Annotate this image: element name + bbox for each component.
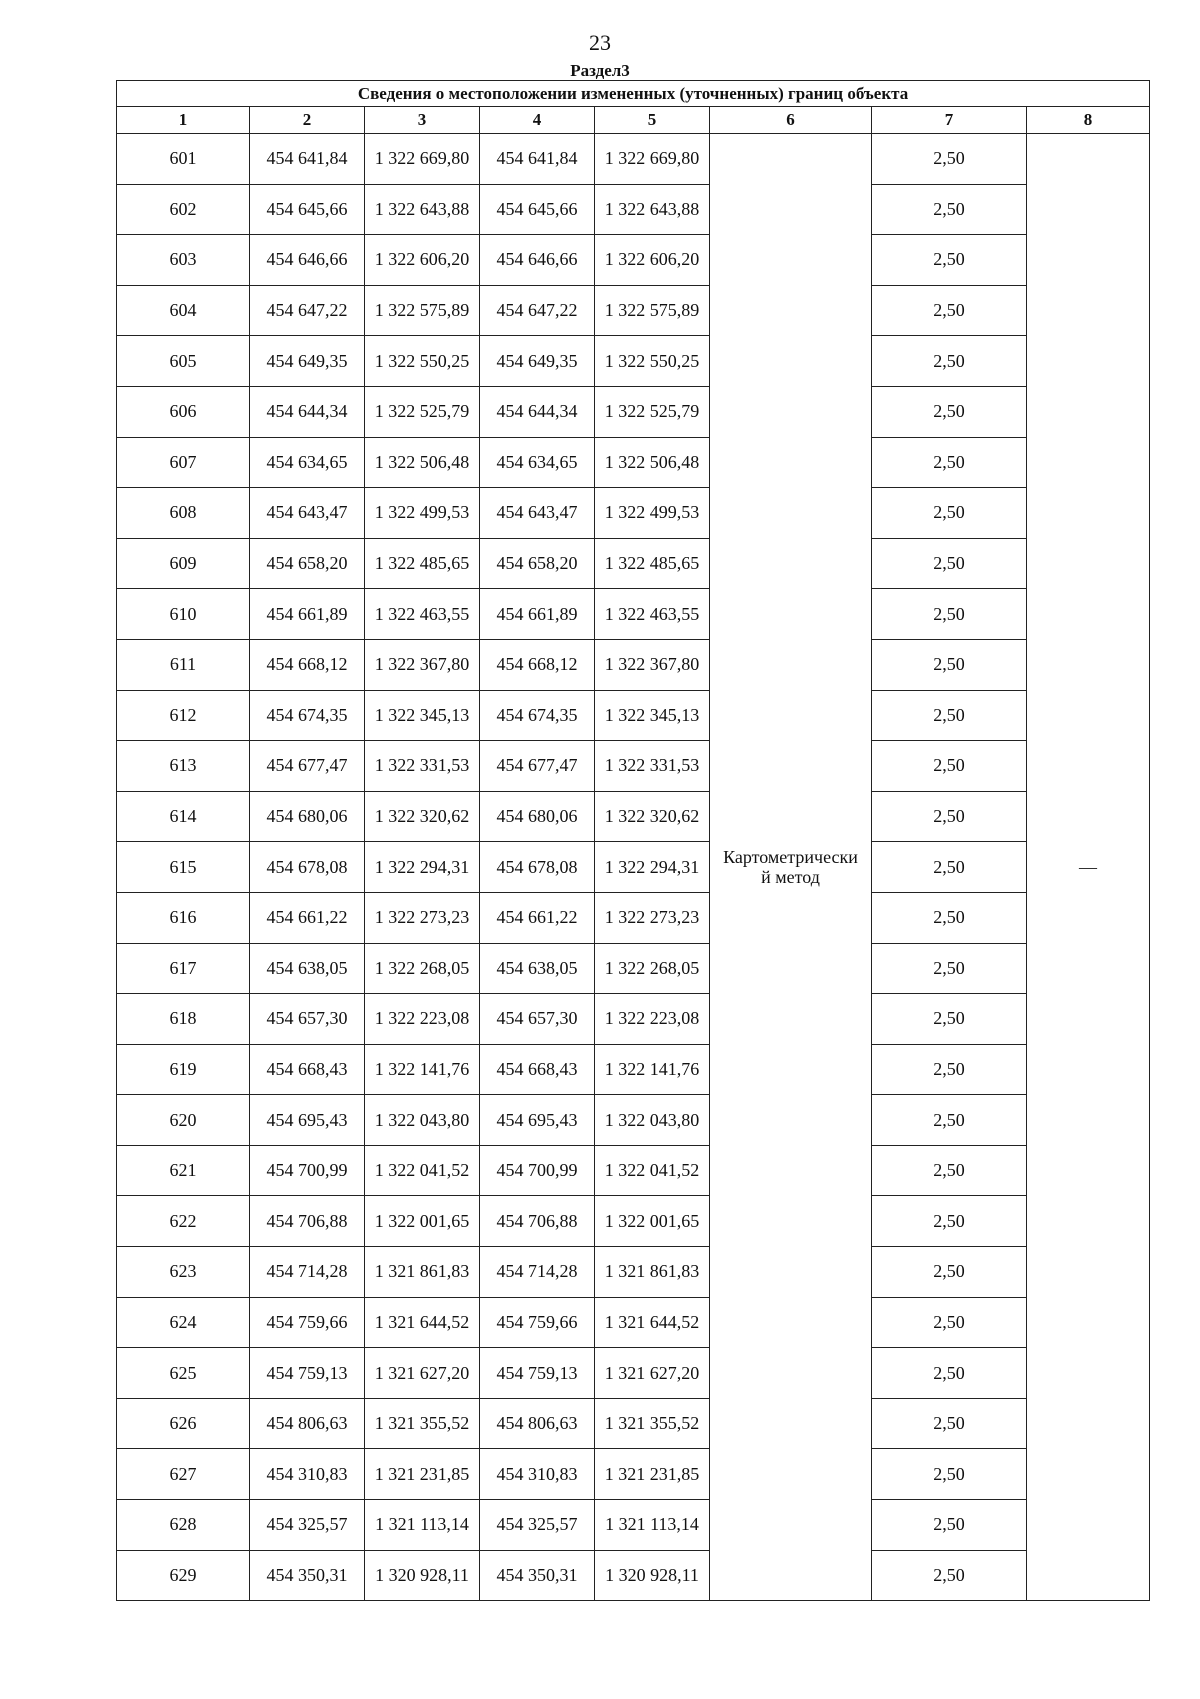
y-coordinate-new: 1 322 268,05 bbox=[595, 943, 710, 994]
table-row bbox=[117, 1044, 1150, 1095]
table-row bbox=[117, 1196, 1150, 1247]
y-coordinate-existing: 1 321 627,20 bbox=[365, 1348, 480, 1399]
x-coordinate-existing: 454 806,63 bbox=[250, 1398, 365, 1449]
accuracy-value: 2,50 bbox=[872, 1297, 1027, 1348]
y-coordinate-new: 1 321 113,14 bbox=[595, 1500, 710, 1551]
method-line-2: й метод bbox=[761, 867, 820, 888]
point-number: 607 bbox=[117, 437, 250, 488]
accuracy-value: 2,50 bbox=[872, 791, 1027, 842]
table-row bbox=[117, 386, 1150, 437]
y-coordinate-new: 1 322 345,13 bbox=[595, 690, 710, 741]
method-line-1: Картометрически bbox=[723, 847, 858, 868]
point-number: 610 bbox=[117, 589, 250, 640]
point-number: 605 bbox=[117, 336, 250, 387]
y-coordinate-existing: 1 321 113,14 bbox=[365, 1500, 480, 1551]
accuracy-value: 2,50 bbox=[872, 741, 1027, 792]
table-row bbox=[117, 488, 1150, 539]
table-row bbox=[117, 1398, 1150, 1449]
x-coordinate-new: 454 759,13 bbox=[480, 1348, 595, 1399]
point-number: 624 bbox=[117, 1297, 250, 1348]
x-coordinate-existing: 454 674,35 bbox=[250, 690, 365, 741]
y-coordinate-new: 1 322 273,23 bbox=[595, 892, 710, 943]
x-coordinate-existing: 454 695,43 bbox=[250, 1095, 365, 1146]
y-coordinate-existing: 1 322 575,89 bbox=[365, 285, 480, 336]
accuracy-value: 2,50 bbox=[872, 437, 1027, 488]
y-coordinate-new: 1 320 928,11 bbox=[595, 1550, 710, 1601]
point-number: 601 bbox=[117, 134, 250, 185]
point-number: 603 bbox=[117, 235, 250, 286]
x-coordinate-new: 454 644,34 bbox=[480, 386, 595, 437]
point-number: 606 bbox=[117, 386, 250, 437]
section-label: Раздел3 bbox=[570, 61, 630, 80]
y-coordinate-existing: 1 322 643,88 bbox=[365, 184, 480, 235]
y-coordinate-existing: 1 321 644,52 bbox=[365, 1297, 480, 1348]
y-coordinate-new: 1 321 627,20 bbox=[595, 1348, 710, 1399]
accuracy-value: 2,50 bbox=[872, 134, 1027, 185]
point-number: 618 bbox=[117, 994, 250, 1045]
x-coordinate-existing: 454 677,47 bbox=[250, 741, 365, 792]
x-coordinate-new: 454 310,83 bbox=[480, 1449, 595, 1500]
x-coordinate-new: 454 714,28 bbox=[480, 1247, 595, 1298]
x-coordinate-existing: 454 706,88 bbox=[250, 1196, 365, 1247]
column-header-8: 8 bbox=[1027, 107, 1150, 134]
column-header-6: 6 bbox=[710, 107, 872, 134]
column-header-4: 4 bbox=[480, 107, 595, 134]
table-row bbox=[117, 791, 1150, 842]
table-row bbox=[117, 1095, 1150, 1146]
y-coordinate-existing: 1 322 345,13 bbox=[365, 690, 480, 741]
accuracy-value: 2,50 bbox=[872, 1095, 1027, 1146]
x-coordinate-existing: 454 668,12 bbox=[250, 639, 365, 690]
y-coordinate-existing: 1 322 041,52 bbox=[365, 1145, 480, 1196]
point-number: 608 bbox=[117, 488, 250, 539]
y-coordinate-existing: 1 321 861,83 bbox=[365, 1247, 480, 1298]
x-coordinate-existing: 454 325,57 bbox=[250, 1500, 365, 1551]
x-coordinate-existing: 454 661,22 bbox=[250, 892, 365, 943]
y-coordinate-existing: 1 322 141,76 bbox=[365, 1044, 480, 1095]
x-coordinate-existing: 454 310,83 bbox=[250, 1449, 365, 1500]
x-coordinate-existing: 454 759,13 bbox=[250, 1348, 365, 1399]
table-row bbox=[117, 1348, 1150, 1399]
y-coordinate-existing: 1 322 268,05 bbox=[365, 943, 480, 994]
x-coordinate-existing: 454 661,89 bbox=[250, 589, 365, 640]
table-row bbox=[117, 184, 1150, 235]
y-coordinate-new: 1 322 550,25 bbox=[595, 336, 710, 387]
point-number: 615 bbox=[117, 842, 250, 893]
y-coordinate-existing: 1 322 550,25 bbox=[365, 336, 480, 387]
x-coordinate-existing: 454 645,66 bbox=[250, 184, 365, 235]
accuracy-value: 2,50 bbox=[872, 488, 1027, 539]
table-row bbox=[117, 1550, 1150, 1601]
y-coordinate-new: 1 322 606,20 bbox=[595, 235, 710, 286]
x-coordinate-existing: 454 350,31 bbox=[250, 1550, 365, 1601]
table-row bbox=[117, 741, 1150, 792]
x-coordinate-existing: 454 678,08 bbox=[250, 842, 365, 893]
x-coordinate-new: 454 806,63 bbox=[480, 1398, 595, 1449]
x-coordinate-new: 454 674,35 bbox=[480, 690, 595, 741]
point-number: 623 bbox=[117, 1247, 250, 1298]
accuracy-value: 2,50 bbox=[872, 1449, 1027, 1500]
x-coordinate-new: 454 649,35 bbox=[480, 336, 595, 387]
column-header-3: 3 bbox=[365, 107, 480, 134]
point-number: 609 bbox=[117, 538, 250, 589]
x-coordinate-new: 454 643,47 bbox=[480, 488, 595, 539]
y-coordinate-new: 1 322 643,88 bbox=[595, 184, 710, 235]
y-coordinate-existing: 1 320 928,11 bbox=[365, 1550, 480, 1601]
y-coordinate-existing: 1 322 043,80 bbox=[365, 1095, 480, 1146]
y-coordinate-new: 1 322 485,65 bbox=[595, 538, 710, 589]
table-row bbox=[117, 437, 1150, 488]
accuracy-value: 2,50 bbox=[872, 690, 1027, 741]
x-coordinate-existing: 454 680,06 bbox=[250, 791, 365, 842]
method-cell bbox=[710, 134, 872, 1601]
y-coordinate-new: 1 322 367,80 bbox=[595, 639, 710, 690]
y-coordinate-existing: 1 322 223,08 bbox=[365, 994, 480, 1045]
x-coordinate-new: 454 657,30 bbox=[480, 994, 595, 1045]
point-number: 629 bbox=[117, 1550, 250, 1601]
x-coordinate-new: 454 677,47 bbox=[480, 741, 595, 792]
y-coordinate-existing: 1 321 355,52 bbox=[365, 1398, 480, 1449]
y-coordinate-new: 1 321 861,83 bbox=[595, 1247, 710, 1298]
point-number: 625 bbox=[117, 1348, 250, 1399]
y-coordinate-existing: 1 322 001,65 bbox=[365, 1196, 480, 1247]
table-row bbox=[117, 1449, 1150, 1500]
x-coordinate-existing: 454 657,30 bbox=[250, 994, 365, 1045]
y-coordinate-new: 1 322 525,79 bbox=[595, 386, 710, 437]
x-coordinate-existing: 454 647,22 bbox=[250, 285, 365, 336]
x-coordinate-existing: 454 649,35 bbox=[250, 336, 365, 387]
accuracy-value: 2,50 bbox=[872, 386, 1027, 437]
table-row bbox=[117, 842, 1150, 893]
table-row bbox=[117, 892, 1150, 943]
y-coordinate-existing: 1 322 320,62 bbox=[365, 791, 480, 842]
accuracy-value: 2,50 bbox=[872, 336, 1027, 387]
x-coordinate-new: 454 634,65 bbox=[480, 437, 595, 488]
y-coordinate-new: 1 322 331,53 bbox=[595, 741, 710, 792]
table-caption: Сведения о местоположении измененных (уточненных) границ объекта bbox=[117, 81, 1150, 107]
x-coordinate-new: 454 638,05 bbox=[480, 943, 595, 994]
y-coordinate-existing: 1 322 606,20 bbox=[365, 235, 480, 286]
point-number: 616 bbox=[117, 892, 250, 943]
table-row bbox=[117, 1145, 1150, 1196]
y-coordinate-new: 1 321 355,52 bbox=[595, 1398, 710, 1449]
point-number: 604 bbox=[117, 285, 250, 336]
y-coordinate-existing: 1 322 463,55 bbox=[365, 589, 480, 640]
column-header-1: 1 bbox=[117, 107, 250, 134]
x-coordinate-existing: 454 641,84 bbox=[250, 134, 365, 185]
y-coordinate-existing: 1 322 273,23 bbox=[365, 892, 480, 943]
accuracy-value: 2,50 bbox=[872, 1247, 1027, 1298]
accuracy-value: 2,50 bbox=[872, 639, 1027, 690]
x-coordinate-new: 454 645,66 bbox=[480, 184, 595, 235]
table-row bbox=[117, 285, 1150, 336]
y-coordinate-new: 1 322 294,31 bbox=[595, 842, 710, 893]
x-coordinate-new: 454 658,20 bbox=[480, 538, 595, 589]
x-coordinate-existing: 454 759,66 bbox=[250, 1297, 365, 1348]
accuracy-value: 2,50 bbox=[872, 235, 1027, 286]
x-coordinate-new: 454 350,31 bbox=[480, 1550, 595, 1601]
x-coordinate-new: 454 646,66 bbox=[480, 235, 595, 286]
point-number: 613 bbox=[117, 741, 250, 792]
x-coordinate-new: 454 668,43 bbox=[480, 1044, 595, 1095]
y-coordinate-new: 1 322 669,80 bbox=[595, 134, 710, 185]
column-8-value: — bbox=[1027, 134, 1150, 1601]
boundary-coordinates-table bbox=[116, 80, 1150, 1601]
accuracy-value: 2,50 bbox=[872, 538, 1027, 589]
accuracy-value: 2,50 bbox=[872, 892, 1027, 943]
y-coordinate-new: 1 322 041,52 bbox=[595, 1145, 710, 1196]
x-coordinate-new: 454 695,43 bbox=[480, 1095, 595, 1146]
x-coordinate-existing: 454 658,20 bbox=[250, 538, 365, 589]
x-coordinate-new: 454 661,22 bbox=[480, 892, 595, 943]
accuracy-value: 2,50 bbox=[872, 994, 1027, 1045]
point-number: 620 bbox=[117, 1095, 250, 1146]
accuracy-value: 2,50 bbox=[872, 1500, 1027, 1551]
table-row bbox=[117, 538, 1150, 589]
point-number: 612 bbox=[117, 690, 250, 741]
table-row bbox=[117, 589, 1150, 640]
accuracy-value: 2,50 bbox=[872, 842, 1027, 893]
x-coordinate-new: 454 706,88 bbox=[480, 1196, 595, 1247]
y-coordinate-existing: 1 322 367,80 bbox=[365, 639, 480, 690]
point-number: 614 bbox=[117, 791, 250, 842]
point-number: 619 bbox=[117, 1044, 250, 1095]
table-row bbox=[117, 1297, 1150, 1348]
accuracy-value: 2,50 bbox=[872, 1398, 1027, 1449]
point-number: 622 bbox=[117, 1196, 250, 1247]
x-coordinate-new: 454 668,12 bbox=[480, 639, 595, 690]
y-coordinate-new: 1 322 223,08 bbox=[595, 994, 710, 1045]
accuracy-value: 2,50 bbox=[872, 1550, 1027, 1601]
column-header-2: 2 bbox=[250, 107, 365, 134]
point-number: 621 bbox=[117, 1145, 250, 1196]
column-header-5: 5 bbox=[595, 107, 710, 134]
y-coordinate-new: 1 321 644,52 bbox=[595, 1297, 710, 1348]
y-coordinate-new: 1 322 575,89 bbox=[595, 285, 710, 336]
point-number: 617 bbox=[117, 943, 250, 994]
accuracy-value: 2,50 bbox=[872, 943, 1027, 994]
x-coordinate-new: 454 680,06 bbox=[480, 791, 595, 842]
y-coordinate-new: 1 322 499,53 bbox=[595, 488, 710, 539]
y-coordinate-new: 1 322 463,55 bbox=[595, 589, 710, 640]
x-coordinate-new: 454 647,22 bbox=[480, 285, 595, 336]
y-coordinate-new: 1 321 231,85 bbox=[595, 1449, 710, 1500]
point-number: 627 bbox=[117, 1449, 250, 1500]
x-coordinate-new: 454 678,08 bbox=[480, 842, 595, 893]
point-number: 602 bbox=[117, 184, 250, 235]
x-coordinate-new: 454 325,57 bbox=[480, 1500, 595, 1551]
point-number: 626 bbox=[117, 1398, 250, 1449]
table-row bbox=[117, 994, 1150, 1045]
y-coordinate-existing: 1 322 485,65 bbox=[365, 538, 480, 589]
accuracy-value: 2,50 bbox=[872, 1196, 1027, 1247]
y-coordinate-existing: 1 322 669,80 bbox=[365, 134, 480, 185]
x-coordinate-existing: 454 643,47 bbox=[250, 488, 365, 539]
column-header-row bbox=[117, 107, 1150, 134]
y-coordinate-existing: 1 322 506,48 bbox=[365, 437, 480, 488]
x-coordinate-existing: 454 638,05 bbox=[250, 943, 365, 994]
y-coordinate-existing: 1 322 331,53 bbox=[365, 741, 480, 792]
accuracy-value: 2,50 bbox=[872, 1044, 1027, 1095]
table-row bbox=[117, 336, 1150, 387]
table-row bbox=[117, 943, 1150, 994]
y-coordinate-new: 1 322 320,62 bbox=[595, 791, 710, 842]
y-coordinate-new: 1 322 506,48 bbox=[595, 437, 710, 488]
x-coordinate-existing: 454 644,34 bbox=[250, 386, 365, 437]
accuracy-value: 2,50 bbox=[872, 589, 1027, 640]
table-row bbox=[117, 235, 1150, 286]
x-coordinate-existing: 454 634,65 bbox=[250, 437, 365, 488]
table-row bbox=[117, 134, 1150, 185]
table-body bbox=[117, 134, 1150, 1601]
accuracy-value: 2,50 bbox=[872, 1145, 1027, 1196]
y-coordinate-new: 1 322 001,65 bbox=[595, 1196, 710, 1247]
y-coordinate-existing: 1 322 294,31 bbox=[365, 842, 480, 893]
table-row bbox=[117, 1500, 1150, 1551]
accuracy-value: 2,50 bbox=[872, 285, 1027, 336]
table-row bbox=[117, 639, 1150, 690]
accuracy-value: 2,50 bbox=[872, 184, 1027, 235]
x-coordinate-existing: 454 646,66 bbox=[250, 235, 365, 286]
y-coordinate-new: 1 322 141,76 bbox=[595, 1044, 710, 1095]
column-header-7: 7 bbox=[872, 107, 1027, 134]
x-coordinate-existing: 454 700,99 bbox=[250, 1145, 365, 1196]
table-row bbox=[117, 690, 1150, 741]
point-number: 628 bbox=[117, 1500, 250, 1551]
accuracy-value: 2,50 bbox=[872, 1348, 1027, 1399]
x-coordinate-new: 454 661,89 bbox=[480, 589, 595, 640]
x-coordinate-new: 454 641,84 bbox=[480, 134, 595, 185]
y-coordinate-existing: 1 322 499,53 bbox=[365, 488, 480, 539]
x-coordinate-existing: 454 714,28 bbox=[250, 1247, 365, 1298]
x-coordinate-new: 454 700,99 bbox=[480, 1145, 595, 1196]
page-number: 23 bbox=[589, 30, 611, 55]
y-coordinate-existing: 1 321 231,85 bbox=[365, 1449, 480, 1500]
x-coordinate-existing: 454 668,43 bbox=[250, 1044, 365, 1095]
table-row bbox=[117, 1247, 1150, 1298]
x-coordinate-new: 454 759,66 bbox=[480, 1297, 595, 1348]
y-coordinate-existing: 1 322 525,79 bbox=[365, 386, 480, 437]
point-number: 611 bbox=[117, 639, 250, 690]
y-coordinate-new: 1 322 043,80 bbox=[595, 1095, 710, 1146]
